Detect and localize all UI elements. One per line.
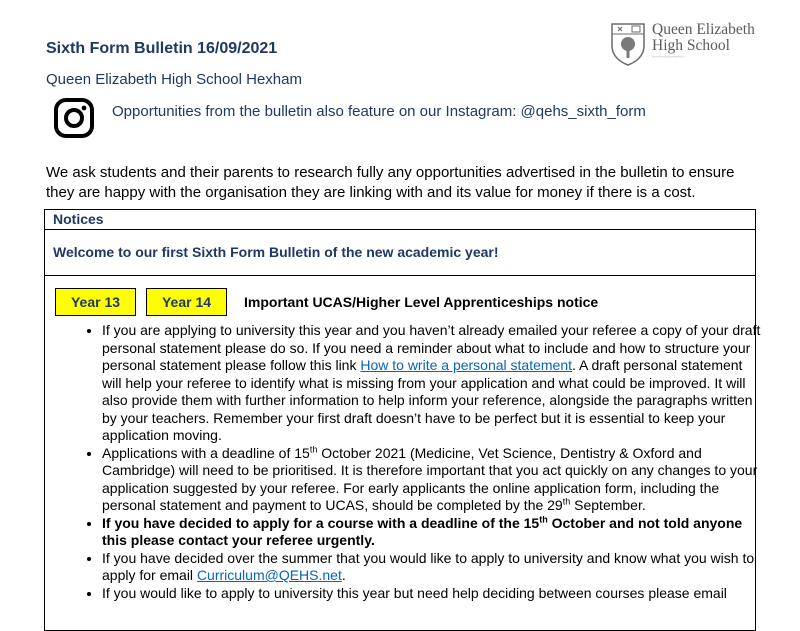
list-item [102,322,762,445]
notices-heading: Notices [45,210,755,230]
list-item [102,515,762,550]
list-item [102,585,762,603]
bullet-text: September. [570,497,646,513]
page-title: Sixth Form Bulletin 16/09/2021 [46,40,278,57]
year-14-badge: Year 14 [146,288,227,316]
welcome-message: Welcome to our first Sixth Form Bulletin of the new academic year! [45,230,755,276]
ordinal-suffix: th [539,513,548,524]
ucas-notice-title: Important UCAS/Higher Level Apprenticeships notice [244,294,599,310]
curriculum-email-link[interactable]: Curriculum@QEHS.net [196,567,342,583]
logo-tagline-mark: ~~~~~~~~~~ [652,55,685,61]
bullet-text: . A draft personal statement will help your referee to identify what is missing from your application and what could be improved. It will also provide them with further information to help inform your reference, alongside the paragraphs written by your teachers. Remember your first draft doesn’t have to be perfect but it is essential to keep your application moving. [102,357,753,443]
bullet-text: Applications with a deadline of 15 [102,444,310,461]
bullet-text: October and not told anyone this please contact your referee urgently. [102,514,743,548]
ucas-bullet-list [85,322,762,602]
list-item [102,445,762,515]
bullet-text: October 2021 (Medicine, Vet Science, Dentistry & Oxford and Cambridge) will need to be prioritised. It is therefore important that you act quickly on any changes to your application suggested by your referee. For early applicants the online application form, including the personal statement and payment to UCAS, should be completed by the 29 [102,444,758,513]
logo-line-2: High School [652,37,730,54]
school-name: Queen Elizabeth High School Hexham [46,71,302,88]
intro-paragraph: We ask students and their parents to research fully any opportunities advertised in the bulletin to ensure they are happy with the organisation they are linking with and its value for money if there is a cost. [46,164,735,201]
instagram-text: Opportunities from the bulletin also feature on our Instagram: @qehs_sixth_form [112,102,646,120]
personal-statement-link[interactable]: How to write a personal statement [360,357,573,373]
bullet-text: If you have decided to apply for a course with a deadline of the 15 [102,514,540,531]
bullet-text: If you have decided over the summer that you would like to apply to university and know what you wish to apply for email [102,549,755,583]
instagram-icon[interactable] [54,98,94,138]
year-13-badge: Year 13 [55,288,136,316]
bullet-text: If you are applying to university this year and you haven’t already emailed your referee a copy of your draft personal statement please do so. If you need a reminder about what to include and how to structure your personal statement please follow this link [102,322,761,373]
school-logo [610,22,765,70]
bullet-text: . [341,567,346,583]
logo-line-1: Queen Elizabeth [652,21,755,38]
ordinal-suffix: th [309,443,318,454]
bullet-text: If you would like to apply to university this year but need help deciding between courses please email [102,584,727,601]
instagram-row [54,98,646,138]
list-item [102,550,762,585]
notices-table [44,209,761,631]
ordinal-suffix: th [562,496,571,507]
school-crest-icon [610,22,646,66]
